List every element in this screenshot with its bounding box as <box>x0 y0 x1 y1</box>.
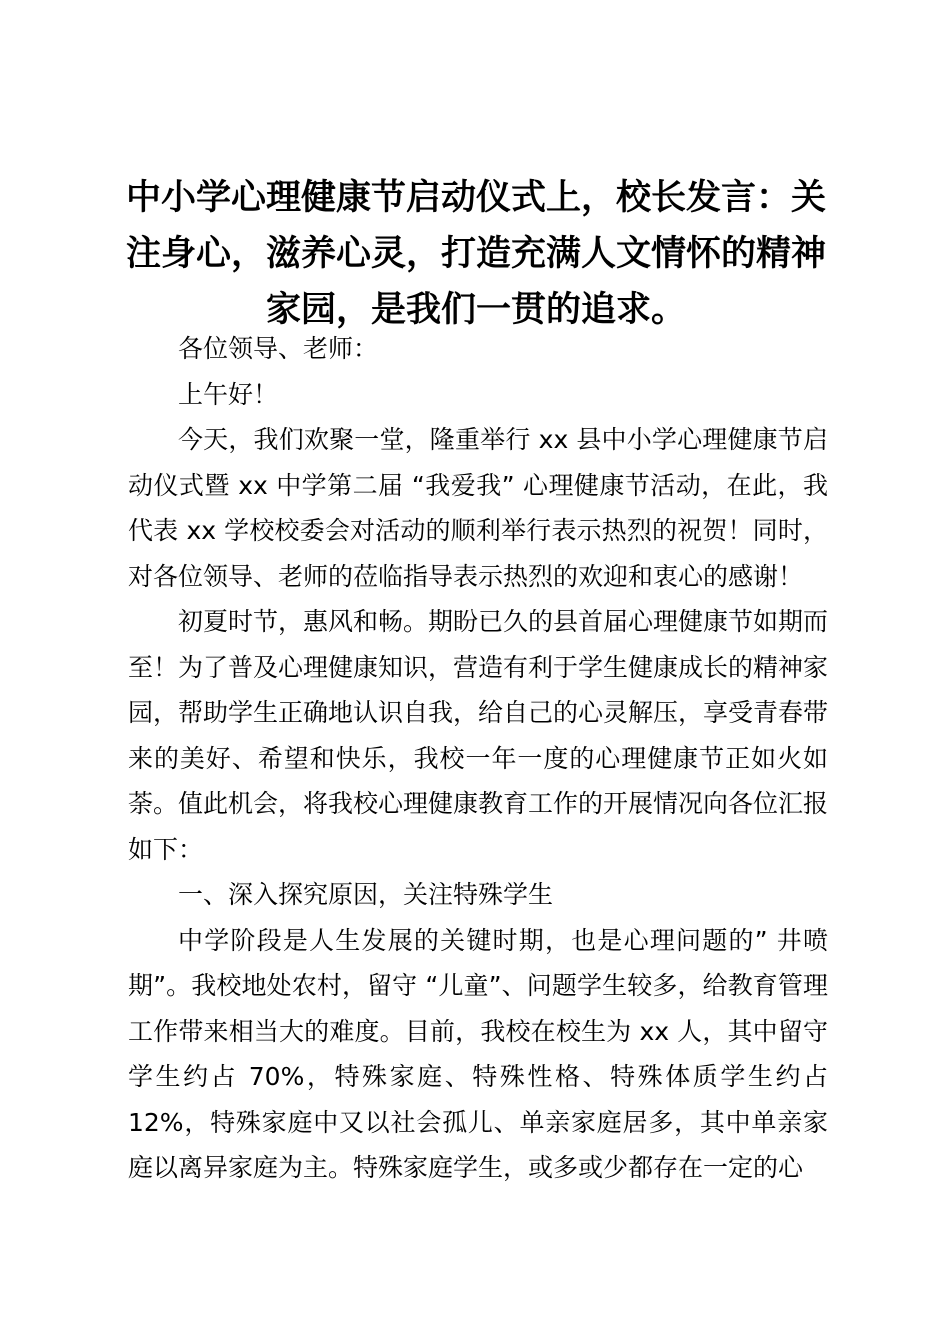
paragraph-opening: 今天，我们欢聚一堂，隆重举行 xx 县中小学心理健康节启动仪式暨 xx 中学第二届 “我爱我” 心理健康节活动，在此，我代表 xx 学校校委会对活动的顺利举行表示热烈的祝贺！同时，对各位领导、老师的莅临指导表示热烈的欢迎和衷心的感谢！ <box>128 425 828 591</box>
greeting: 上午好！ <box>178 379 279 409</box>
salutation: 各位领导、老师： <box>178 334 379 363</box>
document-title: 中小学心理健康节启动仪式上，校长发言：关注身心，滋养心灵，打造充满人文情怀的精神家园，是我们一贯的追求。 <box>125 178 826 330</box>
paragraph-introduction: 初夏时节，惠风和畅。期盼已久的县首届心理健康节如期而至！为了普及心理健康知识，营造有利于学生健康成长的精神家园，帮助学生正确地认识自我，给自己的心灵解压，享受青春带来的美好、希望和快乐，我校一年一度的心理健康节正如火如荼。值此机会，将我校心理健康教育工作的开展情况向各位汇报如下： <box>128 607 829 864</box>
paragraph-section-1: 中学阶段是人生发展的关键时期，也是心理问题的” 井喷期”。我校地处农村，留守 “儿童”、问题学生较多，给教育管理工作带来相当大的难度。目前，我校在校生为 xx 人，其中留守学生约占 70%，特殊家庭、特殊性格、特殊体质学生约占 12%，特殊家庭中又以社会孤儿、单亲家庭居多，其中单亲家庭以离异家庭为主。特殊家庭学生，或多或少都存在一定的心 <box>128 925 828 1182</box>
document-body <box>128 326 828 1191</box>
section-heading: 一、深入探究原因，关注特殊学生 <box>178 880 554 909</box>
